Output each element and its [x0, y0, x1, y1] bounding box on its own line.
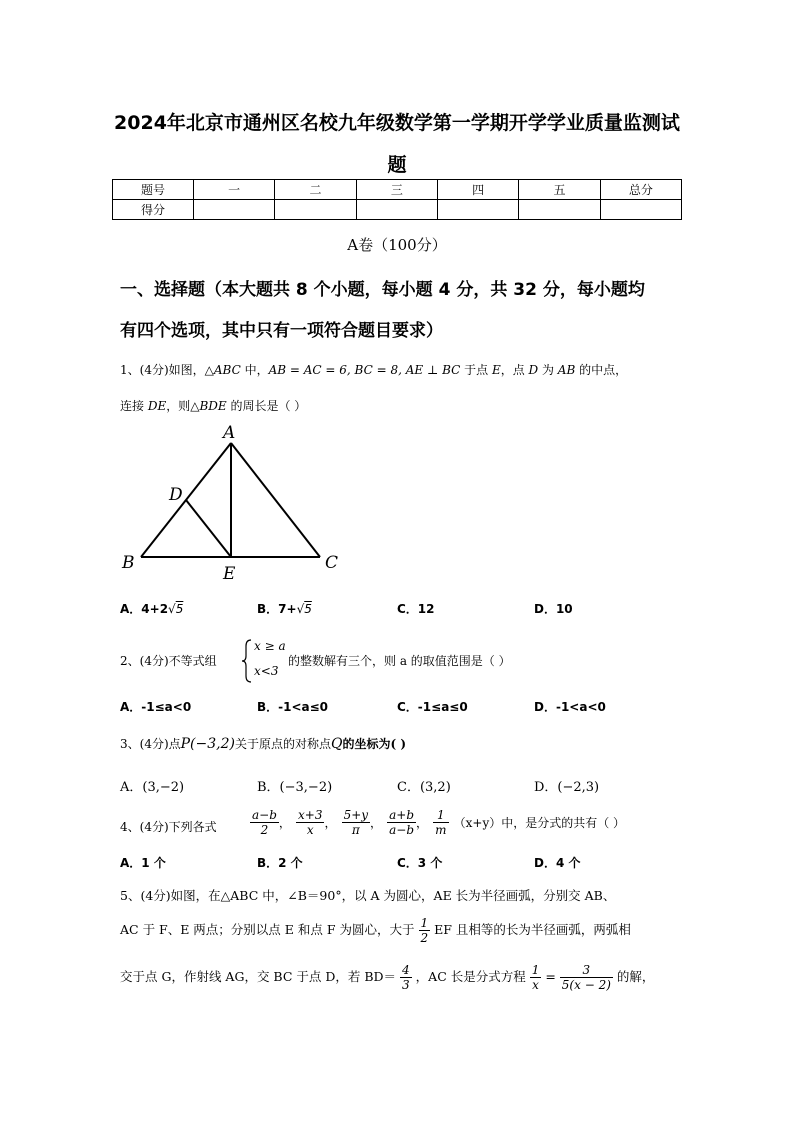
q1-option-a-radicand: 5 — [175, 602, 184, 616]
fig-label-c: C — [325, 553, 339, 573]
q4-fraction-4: $\frac{a+b}{a-b}$ — [389, 808, 415, 837]
q2-option-d[interactable]: D．-1<a<0 — [534, 700, 606, 714]
fig-label-a: A — [223, 423, 236, 443]
q1-condition: AB = AC = 6, BC = 8, AE ⊥ BC — [268, 363, 461, 377]
q3-point-p: P(−3,2) — [180, 736, 235, 752]
q1-text: 的周长是（ ） — [226, 399, 307, 413]
q3-text: 关于原点的对称点 — [234, 737, 331, 751]
score-cell[interactable] — [275, 200, 356, 220]
score-header-cell: 一 — [194, 180, 275, 200]
q2-option-b[interactable]: B．-1<a≤0 — [257, 700, 329, 714]
q1-option-b[interactable] — [257, 600, 312, 617]
score-header-cell: 三 — [356, 180, 437, 200]
q5-text: AC 于 F、E 两点；分别以点 E 和点 F 为圆心，大于 — [120, 922, 415, 937]
q1-point-d: D — [528, 363, 539, 377]
q3-point-q: Q — [331, 736, 343, 752]
q4-option-a[interactable]: A．1 个 — [120, 856, 166, 870]
q1-text: 连接 — [120, 399, 148, 413]
q4-text: （x+y）中，是分式的共有（ ） — [453, 816, 626, 830]
q1-option-d[interactable]: D．10 — [534, 602, 573, 616]
q2-option-c[interactable]: C．-1≤a≤0 — [397, 700, 468, 714]
score-header-cell: 总分 — [600, 180, 681, 200]
q5-line3 — [120, 963, 654, 992]
doc-title-line1: 2024年北京市通州区名校九年级数学第一学期开学学业质量监测试 — [114, 112, 680, 134]
q4-fraction-1: $\frac{a-b}{2}$ — [252, 808, 277, 837]
q1-text: 的中点， — [575, 363, 628, 377]
q5-eq-sign: = — [541, 969, 560, 984]
q3-line — [120, 735, 406, 752]
q1-text: ，则 — [166, 399, 191, 413]
q1-point-e: E — [491, 363, 501, 377]
q5-text: ，AC 长是分式方程 — [415, 969, 526, 984]
score-table-score-row — [113, 200, 682, 220]
q2-system-line1: x ≥ a — [254, 639, 286, 653]
sqrt-icon: √ — [168, 602, 176, 616]
score-cell[interactable] — [600, 200, 681, 220]
q2-text: 的整数解有三个，则 a 的取值范围是（ ） — [288, 654, 511, 668]
q1-segment-de: DE — [147, 399, 167, 413]
score-table — [112, 179, 682, 220]
q4-prefix: 4、(4分)下列各式 — [120, 820, 217, 834]
score-cell[interactable] — [519, 200, 600, 220]
q5-eq-left: $\frac{1}{x}$ — [531, 963, 540, 992]
part1-heading-line2: 有四个选项，其中只有一项符合题目要求） — [120, 321, 443, 341]
q1-text: 中， — [240, 363, 269, 377]
q5-line2 — [120, 916, 631, 945]
score-header-cell: 五 — [519, 180, 600, 200]
q1-line1 — [120, 361, 627, 378]
q1-option-a[interactable] — [120, 600, 183, 617]
q1-option-b-radicand: 5 — [304, 602, 312, 616]
q4-fraction-5: $\frac{1}{m}$ — [435, 808, 447, 837]
sqrt-icon: √ — [296, 602, 305, 616]
q1-triangle-figure — [115, 420, 350, 585]
q5-half-fraction: $\frac{1}{2}$ — [420, 916, 429, 945]
fig-label-e: E — [223, 564, 236, 584]
q5-text: EF 且相等的长为半径画弧，两弧相 — [434, 922, 631, 937]
score-cell[interactable] — [194, 200, 275, 220]
q3-option-a[interactable]: A．(3,−2) — [120, 780, 185, 795]
q4-option-b[interactable]: B．2 个 — [257, 856, 303, 870]
fig-label-d: D — [169, 485, 183, 505]
q1-option-a-label: A．4+2 — [120, 602, 169, 616]
q5-text: 交于点 G，作射线 AG，交 BC 于点 D，若 BD＝ — [120, 969, 397, 984]
q1-text: ，点 — [500, 363, 529, 377]
q1-prefix: 1、(4分)如图， — [120, 363, 205, 377]
q4-fraction-2: $\frac{x+3}{x}$ — [298, 808, 323, 837]
q3-text: 的坐标为( ) — [342, 737, 407, 751]
q1-triangle: △ABC — [204, 363, 241, 377]
brace-icon — [241, 638, 253, 684]
q2-system-line2: x<3 — [254, 664, 279, 678]
q1-text: 于点 — [460, 363, 492, 377]
q2-prefix: 2、(4分)不等式组 — [120, 654, 217, 668]
score-header-cell: 题号 — [113, 180, 194, 200]
q1-option-c[interactable]: C．12 — [397, 602, 435, 616]
q1-option-b-label: B．7+ — [257, 602, 297, 616]
q3-option-d[interactable]: D．(−2,3) — [534, 780, 600, 795]
q3-option-c[interactable]: C．(3,2) — [397, 780, 451, 795]
section-a-heading: A卷（100分） — [347, 236, 447, 254]
q3-prefix: 3、(4分)点 — [120, 737, 181, 751]
score-table-header-row — [113, 180, 682, 200]
score-cell[interactable] — [437, 200, 518, 220]
score-header-cell: 二 — [275, 180, 356, 200]
q4-option-d[interactable]: D．4 个 — [534, 856, 581, 870]
score-header-cell: 四 — [437, 180, 518, 200]
q1-segment-ab: AB — [557, 363, 576, 377]
score-cell[interactable] — [356, 200, 437, 220]
q5-eq-right: $\frac{3}{5(x - 2)}$ — [561, 963, 611, 992]
q5-bd-fraction: $\frac{4}{3}$ — [402, 963, 410, 992]
q1-line2 — [120, 397, 306, 414]
q5-text: 的解， — [616, 969, 655, 984]
q2-option-a[interactable]: A．-1≤a<0 — [120, 700, 192, 714]
q4-fractions: $\frac{a-b}{2}$ ， $\frac{x+3}{x}$ ， $\frac{5+y}{\pi}$ ， $\frac{a+b}{a-b}$ ， $\frac{1}{m}$ （x+y）中，是分式的共有（ ） — [252, 808, 626, 837]
q1-triangle-bde: △BDE — [190, 399, 227, 413]
q1-text: 为 — [538, 363, 558, 377]
fig-segment-de — [186, 500, 231, 557]
q5-line1: 5、(4分)如图，在△ABC 中，∠B＝90°，以 A 为圆心，AE 长为半径画弧，分别交 AB、 — [120, 888, 616, 903]
part1-heading-line1: 一、选择题（本大题共 8 个小题，每小题 4 分，共 32 分，每小题均 — [120, 280, 645, 300]
doc-title-line2: 题 — [387, 154, 407, 176]
q4-fraction-3: $\frac{5+y}{\pi}$ — [343, 808, 369, 837]
score-row-label: 得分 — [113, 200, 194, 220]
fig-label-b: B — [122, 553, 135, 573]
q3-option-b[interactable]: B．(−3,−2) — [257, 780, 333, 795]
fig-side-ac — [231, 443, 320, 557]
q4-option-c[interactable]: C．3 个 — [397, 856, 443, 870]
